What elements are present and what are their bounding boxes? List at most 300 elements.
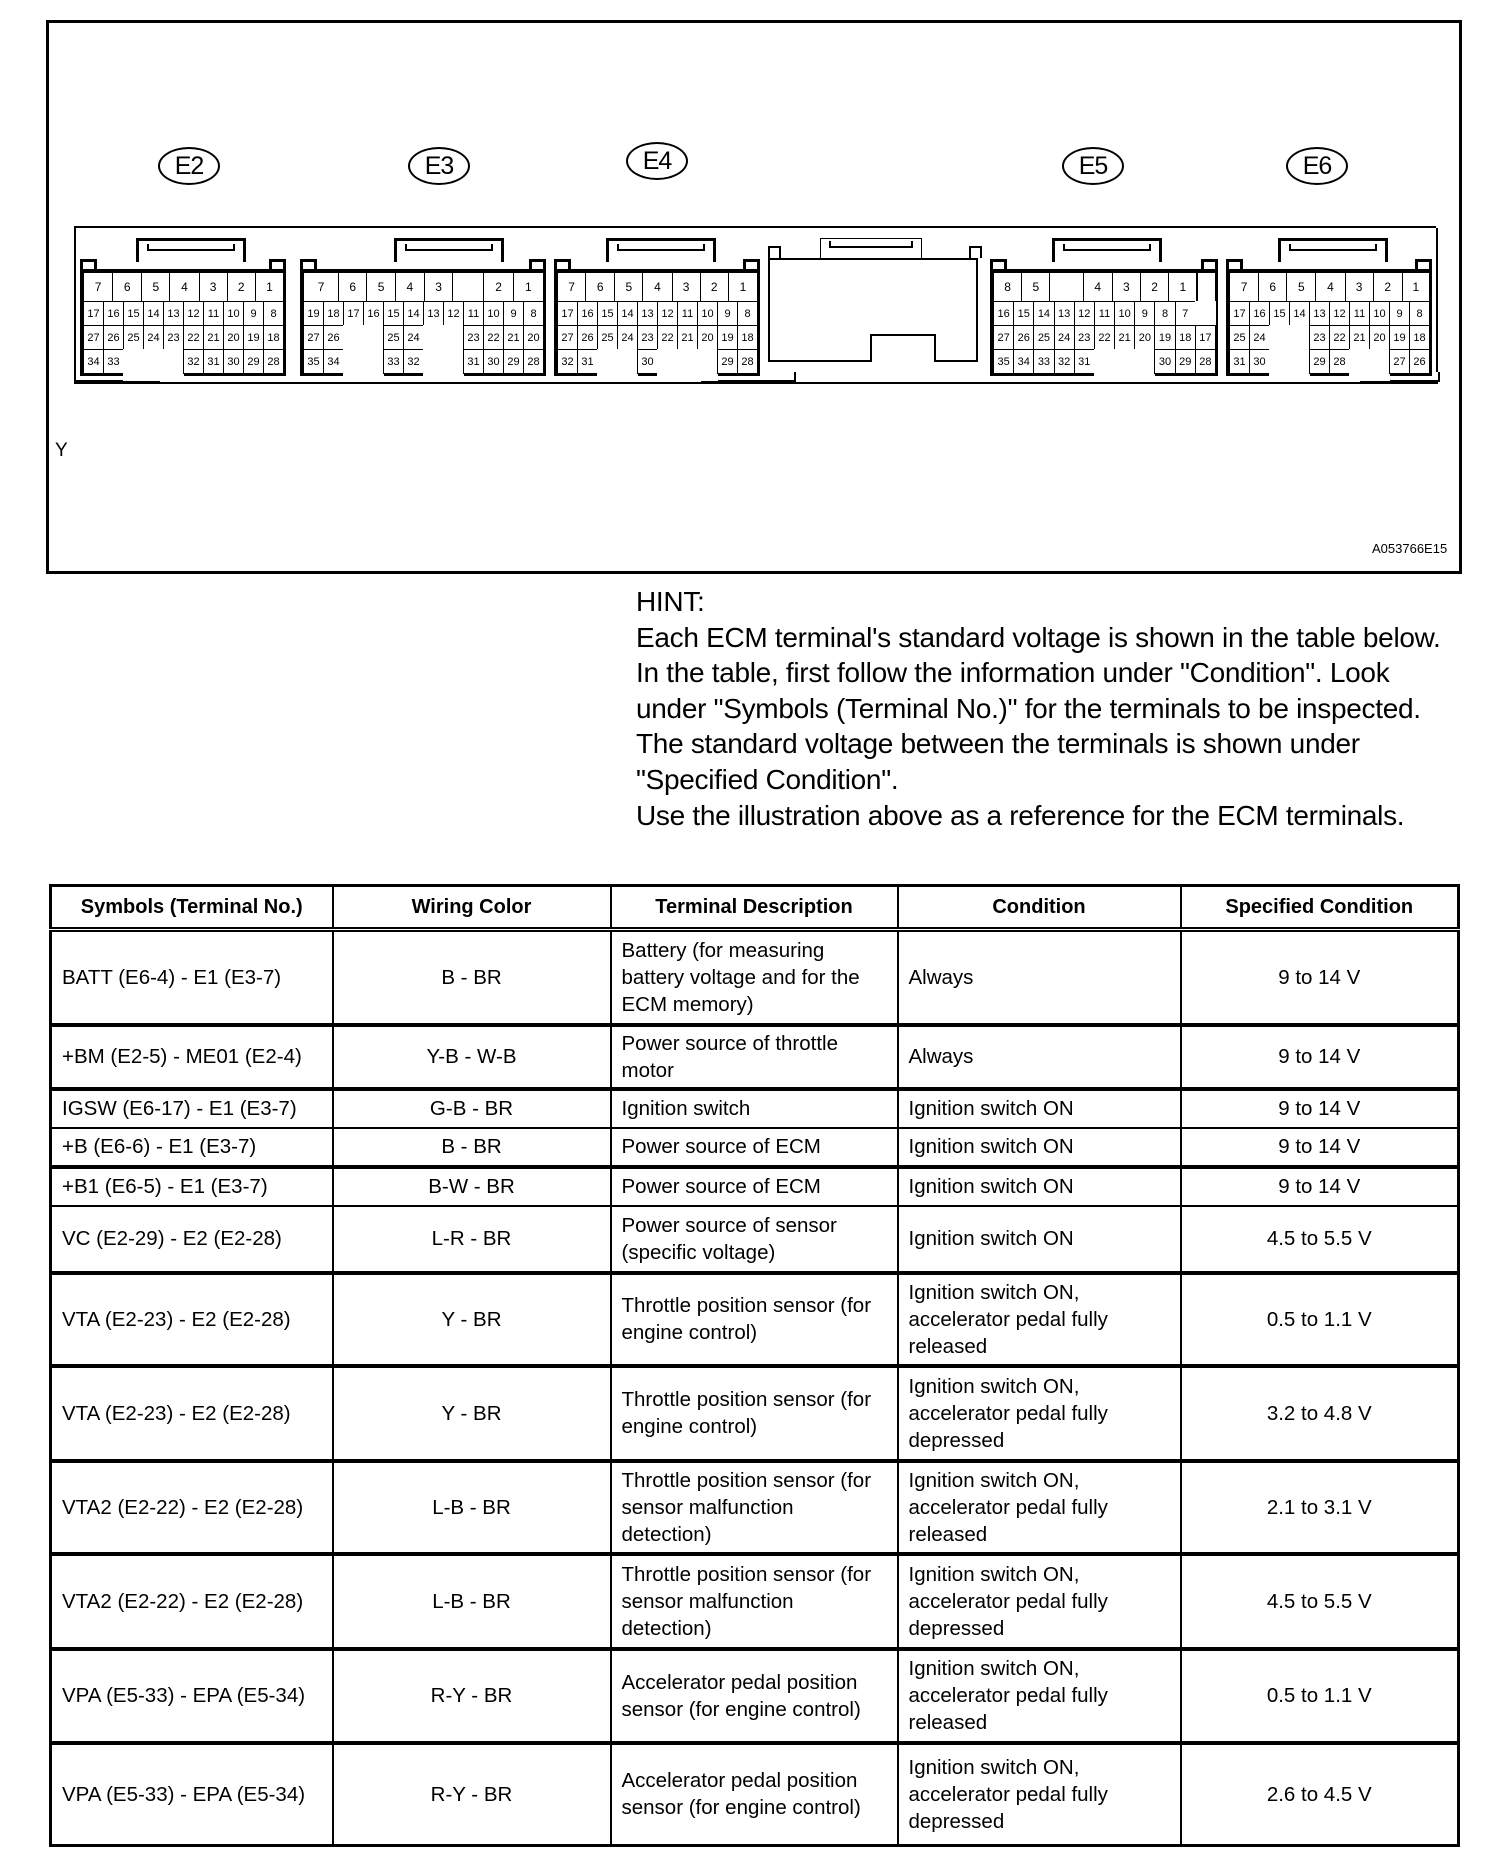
terminal-pin-e2-21: 21 [203,325,224,350]
terminal-pin-e3-10: 10 [483,301,504,326]
terminal-pin-e3-17: 17 [343,301,364,326]
terminal-pin-e6-7: 7 [1229,272,1259,302]
cell-condition: Ignition switch ON [898,1206,1181,1273]
terminal-pin-e2-29: 29 [243,349,264,374]
terminal-pin-e6-15: 15 [1269,301,1290,326]
header-wiring-color: Wiring Color [333,886,611,930]
terminal-pin-e2-17: 17 [83,301,104,326]
terminal-pin-e2-7: 7 [83,272,113,302]
cell-spec: 2.6 to 4.5 V [1181,1743,1459,1846]
terminal-pin-e4-1: 1 [728,272,758,302]
cell-symbols: +B (E6-6) - E1 (E3-7) [51,1128,333,1167]
terminal-pin-e5-20: 20 [1134,325,1155,350]
header-terminal-description: Terminal Description [611,886,898,930]
cell-wiring-color: B - BR [333,930,611,1025]
terminal-pin-e3-33: 33 [383,349,404,374]
empty-pin-cavity [443,349,464,381]
cell-description: Power source of sensor (specific voltage) [611,1206,898,1273]
terminal-pin-e2-14: 14 [143,301,164,326]
terminal-pin-e5-10: 10 [1114,301,1135,326]
terminal-pin-e4-15: 15 [597,301,618,326]
empty-pin-cavity [1289,325,1310,350]
cell-spec: 2.1 to 3.1 V [1181,1461,1459,1554]
empty-pin-cavity [123,349,144,381]
cell-condition: Ignition switch ON [898,1128,1181,1167]
cell-description: Power source of ECM [611,1128,898,1167]
terminal-pin-e4-21: 21 [677,325,698,350]
empty-pin-cavity [363,325,384,350]
terminal-pin-e5-9: 9 [1134,301,1155,326]
terminal-pin-e4-7: 7 [557,272,586,302]
empty-pin-cavity [423,325,444,350]
terminal-pin-e4-11: 11 [677,301,698,326]
cell-description: Throttle position sensor (for sensor malfunction detection) [611,1461,898,1554]
terminal-pin-e5-34: 34 [1013,349,1034,374]
terminal-pin-e2-28: 28 [263,349,284,374]
terminal-pin-e4-30: 30 [637,349,658,374]
cell-spec: 9 to 14 V [1181,930,1459,1025]
terminal-pin-e5-31: 31 [1074,349,1095,374]
terminal-pin-e3-1: 1 [513,272,544,302]
table-row [51,1743,1459,1846]
cell-condition: Ignition switch ON [898,1167,1181,1206]
cell-condition: Ignition switch ON, accelerator pedal fully released [898,1649,1181,1743]
terminal-pin-e4-25: 25 [597,325,618,350]
empty-pin-cavity [1195,301,1216,326]
empty-pin-cavity [1134,349,1155,381]
cell-symbols: VTA2 (E2-22) - E2 (E2-28) [51,1554,333,1649]
terminal-pin-e2-32: 32 [183,349,204,374]
terminal-pin-e5-32: 32 [1054,349,1075,374]
cell-spec: 4.5 to 5.5 V [1181,1206,1459,1273]
empty-pin-cavity [1049,272,1083,302]
cell-wiring-color: Y - BR [333,1273,611,1366]
cell-description: Throttle position sensor (for engine control) [611,1366,898,1461]
table-row [51,1461,1459,1554]
terminal-pin-e3-16: 16 [363,301,384,326]
terminal-pin-e2-3: 3 [199,272,228,302]
terminal-pin-e2-8: 8 [263,301,284,326]
terminal-pin-e2-12: 12 [183,301,204,326]
cell-description: Power source of throttle motor [611,1025,898,1089]
terminal-pin-e3-29: 29 [503,349,524,374]
cell-description: Accelerator pedal position sensor (for engine control) [611,1649,898,1743]
terminal-pin-e6-22: 22 [1329,325,1350,350]
cell-description: Throttle position sensor (for engine control) [611,1273,898,1366]
terminal-pin-e6-3: 3 [1345,272,1374,302]
cell-description: Throttle position sensor (for sensor malfunction detection) [611,1554,898,1649]
terminal-pin-e2-5: 5 [141,272,170,302]
table-row [51,1554,1459,1649]
terminal-pin-e5-14: 14 [1033,301,1054,326]
terminal-pin-e2-10: 10 [223,301,244,326]
cell-symbols: +BM (E2-5) - ME01 (E2-4) [51,1025,333,1089]
terminal-pin-e3-28: 28 [523,349,544,374]
terminal-pin-e4-3: 3 [672,272,701,302]
terminal-pin-e3-4: 4 [395,272,425,302]
terminal-pin-e6-9: 9 [1389,301,1410,326]
terminal-pin-e2-9: 9 [243,301,264,326]
cell-symbols: VTA (E2-23) - E2 (E2-28) [51,1273,333,1366]
terminal-pin-e6-25: 25 [1229,325,1250,350]
terminal-pin-e3-20: 20 [523,325,544,350]
terminal-pin-e2-2: 2 [227,272,256,302]
connector-label-e2: E2 [158,147,220,185]
empty-pin-cavity [1369,349,1390,381]
cell-spec: 0.5 to 1.1 V [1181,1649,1459,1743]
terminal-pin-e3-5: 5 [366,272,395,302]
figure-code: A053766E15 [1372,541,1448,556]
terminal-pin-e6-23: 23 [1309,325,1330,350]
terminal-pin-e6-19: 19 [1389,325,1410,350]
terminal-pin-e5-7: 7 [1175,301,1196,326]
terminal-pin-e6-31: 31 [1229,349,1250,374]
terminal-pin-e2-4: 4 [169,272,199,302]
terminal-pin-e4-13: 13 [637,301,658,326]
terminal-pin-e3-15: 15 [383,301,404,326]
terminal-pin-e2-20: 20 [223,325,244,350]
table-row [51,930,1459,1025]
empty-pin-cavity [597,349,618,381]
cell-wiring-color: G-B - BR [333,1089,611,1128]
terminal-pin-e5-5: 5 [1021,272,1050,302]
terminal-pin-e2-23: 23 [163,325,184,350]
terminal-pin-e6-10: 10 [1369,301,1390,326]
hint-block [636,584,1466,833]
latch-bar [617,244,705,251]
empty-pin-cavity [1269,325,1290,350]
cell-condition: Ignition switch ON, accelerator pedal fully depressed [898,1366,1181,1461]
terminal-pin-e3-30: 30 [483,349,504,374]
table-row [51,1649,1459,1743]
terminal-pin-e3-22: 22 [483,325,504,350]
terminal-pin-e3-3: 3 [424,272,453,302]
cell-wiring-color: L-B - BR [333,1554,611,1649]
terminal-pin-e6-29: 29 [1309,349,1330,374]
empty-pin-cavity [1349,349,1370,381]
connector-e2 [80,238,286,368]
cell-wiring-color: Y-B - W-B [333,1025,611,1089]
terminal-pin-e3-8: 8 [523,301,544,326]
cell-symbols: VPA (E5-33) - EPA (E5-34) [51,1649,333,1743]
cell-spec: 9 to 14 V [1181,1089,1459,1128]
cell-symbols: VPA (E5-33) - EPA (E5-34) [51,1743,333,1846]
terminal-pin-e4-8: 8 [737,301,758,326]
terminal-pin-e2-13: 13 [163,301,184,326]
empty-pin-cavity [1289,349,1310,381]
terminal-pin-e2-31: 31 [203,349,224,374]
cell-wiring-color: Y - BR [333,1366,611,1461]
terminal-pin-e6-20: 20 [1369,325,1390,350]
table-row [51,1128,1459,1167]
connector-label-e3: E3 [408,147,470,185]
blank-connector-slot [768,238,982,364]
terminal-pin-e2-24: 24 [143,325,164,350]
terminal-pin-e4-23: 23 [637,325,658,350]
terminal-pin-e3-23: 23 [463,325,484,350]
connector-e4 [554,238,760,368]
cell-condition: Ignition switch ON, accelerator pedal fully released [898,1273,1181,1366]
terminal-pin-e5-22: 22 [1094,325,1115,350]
terminal-pin-e4-5: 5 [614,272,643,302]
empty-pin-cavity [617,349,638,381]
terminal-pin-e3-31: 31 [463,349,484,374]
cell-wiring-color: B - BR [333,1128,611,1167]
terminal-pin-e2-11: 11 [203,301,224,326]
empty-pin-cavity [677,349,698,381]
cell-description: Ignition switch [611,1089,898,1128]
cell-description: Power source of ECM [611,1167,898,1206]
terminal-pin-e5-8: 8 [1154,301,1175,326]
terminal-pin-e6-16: 16 [1249,301,1270,326]
table-row [51,1025,1459,1089]
latch-bar [147,244,235,251]
connector-label-e4: E4 [626,142,688,180]
terminal-pin-e4-29: 29 [717,349,738,374]
terminal-pin-e4-6: 6 [585,272,615,302]
terminal-pin-e3-27: 27 [303,325,324,350]
terminal-pin-e6-13: 13 [1309,301,1330,326]
terminal-pin-e5-8: 8 [993,272,1022,302]
terminal-pin-e4-31: 31 [577,349,598,374]
terminal-pin-e5-11: 11 [1094,301,1115,326]
cell-description: Battery (for measuring battery voltage and for the ECM memory) [611,930,898,1025]
empty-pin-cavity [363,349,384,381]
terminal-pin-e6-21: 21 [1349,325,1370,350]
terminal-pin-e5-21: 21 [1114,325,1135,350]
cell-spec: 9 to 14 V [1181,1167,1459,1206]
terminal-pin-e3-13: 13 [423,301,444,326]
empty-pin-cavity [1197,272,1217,302]
terminal-pin-e3-9: 9 [503,301,524,326]
empty-pin-cavity [452,272,484,302]
terminal-pin-e4-2: 2 [700,272,729,302]
terminal-pin-e3-34: 34 [323,349,344,374]
terminal-pin-e5-13: 13 [1054,301,1075,326]
terminal-pin-e2-27: 27 [83,325,104,350]
terminal-pin-e6-2: 2 [1373,272,1403,302]
terminal-pin-e2-33: 33 [103,349,124,374]
cell-condition: Always [898,930,1181,1025]
terminal-pin-e2-1: 1 [255,272,284,302]
cell-symbols: IGSW (E6-17) - E1 (E3-7) [51,1089,333,1128]
terminal-pin-e4-20: 20 [697,325,718,350]
header-symbols: Symbols (Terminal No.) [51,886,333,930]
terminal-pin-e4-26: 26 [577,325,598,350]
cell-wiring-color: L-B - BR [333,1461,611,1554]
connector-e3 [300,238,546,368]
terminal-pin-e3-12: 12 [443,301,464,326]
table-row [51,1366,1459,1461]
terminal-pin-e4-9: 9 [717,301,738,326]
terminal-pin-e4-28: 28 [737,349,758,374]
terminal-pin-e2-22: 22 [183,325,204,350]
cell-wiring-color: R-Y - BR [333,1649,611,1743]
connector-e6 [1226,238,1432,368]
terminal-pin-e2-6: 6 [112,272,142,302]
terminal-pin-e2-26: 26 [103,325,124,350]
cell-condition: Ignition switch ON [898,1089,1181,1128]
terminal-pin-e5-3: 3 [1112,272,1141,302]
table-row [51,1206,1459,1273]
terminal-pin-e4-27: 27 [557,325,578,350]
header-specified-condition: Specified Condition [1181,886,1459,930]
terminal-pin-e3-24: 24 [403,325,424,350]
terminal-pin-e5-23: 23 [1074,325,1095,350]
cell-wiring-color: B-W - BR [333,1167,611,1206]
empty-pin-cavity [1094,349,1115,381]
connector-latch [394,238,504,262]
terminal-pin-e3-11: 11 [463,301,484,326]
terminal-pin-e4-32: 32 [557,349,578,374]
terminal-pin-e6-11: 11 [1349,301,1370,326]
terminal-pin-e5-29: 29 [1175,349,1196,374]
latch-bar [1289,244,1377,251]
cell-wiring-color: R-Y - BR [333,1743,611,1846]
empty-pin-cavity [163,349,184,381]
terminal-pin-e4-10: 10 [697,301,718,326]
cell-condition: Ignition switch ON, accelerator pedal fully depressed [898,1554,1181,1649]
terminal-pin-e3-6: 6 [338,272,367,302]
terminal-pin-e4-14: 14 [617,301,638,326]
empty-pin-cavity [343,325,364,350]
terminal-pin-e6-17: 17 [1229,301,1250,326]
terminal-pin-e5-15: 15 [1013,301,1034,326]
cell-symbols: VTA (E2-23) - E2 (E2-28) [51,1366,333,1461]
terminal-pin-e2-30: 30 [223,349,244,374]
terminal-pin-e5-33: 33 [1033,349,1054,374]
table-header-row [51,886,1459,930]
terminal-pin-e3-14: 14 [403,301,424,326]
terminal-pin-e5-26: 26 [1013,325,1034,350]
terminal-pin-e4-17: 17 [557,301,578,326]
terminal-pin-e4-4: 4 [642,272,672,302]
terminal-pin-e5-25: 25 [1033,325,1054,350]
terminal-pin-e5-27: 27 [993,325,1014,350]
empty-pin-cavity [443,325,464,350]
empty-pin-cavity [697,349,718,381]
terminal-pin-e3-25: 25 [383,325,404,350]
latch-bar [1063,244,1151,251]
connector-latch [136,238,246,262]
terminal-pin-e4-16: 16 [577,301,598,326]
terminal-pin-e6-1: 1 [1402,272,1430,302]
terminal-pin-e5-18: 18 [1175,325,1196,350]
terminal-pin-e6-5: 5 [1286,272,1316,302]
terminal-pin-e4-19: 19 [717,325,738,350]
empty-pin-cavity [1114,349,1135,381]
latch-bar [405,244,493,251]
cell-wiring-color: L-R - BR [333,1206,611,1273]
terminal-pin-e5-30: 30 [1154,349,1175,374]
terminal-voltage-table [49,884,1460,1847]
empty-pin-cavity [143,349,164,381]
terminal-pin-e6-12: 12 [1329,301,1350,326]
terminal-pin-e6-24: 24 [1249,325,1270,350]
cell-description: Accelerator pedal position sensor (for engine control) [611,1743,898,1846]
cell-symbols: +B1 (E6-5) - E1 (E3-7) [51,1167,333,1206]
terminal-pin-e5-35: 35 [993,349,1014,374]
terminal-pin-e5-17: 17 [1195,325,1216,350]
terminal-pin-e5-19: 19 [1154,325,1175,350]
table-row [51,1167,1459,1206]
terminal-pin-e2-25: 25 [123,325,144,350]
header-condition: Condition [898,886,1181,930]
cell-condition: Always [898,1025,1181,1089]
side-label-y: Y [55,440,68,461]
terminal-pin-e2-15: 15 [123,301,144,326]
terminal-pin-e6-27: 27 [1389,349,1410,374]
empty-pin-cavity [343,349,364,381]
terminal-pin-e3-21: 21 [503,325,524,350]
table-row [51,1089,1459,1128]
terminal-pin-e6-14: 14 [1289,301,1310,326]
cell-spec: 0.5 to 1.1 V [1181,1273,1459,1366]
terminal-pin-e4-22: 22 [657,325,678,350]
terminal-pin-e5-2: 2 [1140,272,1169,302]
terminal-pin-e3-32: 32 [403,349,424,374]
terminal-pin-e5-12: 12 [1074,301,1095,326]
terminal-pin-e3-26: 26 [323,325,344,350]
empty-pin-cavity [657,349,678,381]
terminal-pin-e6-4: 4 [1315,272,1345,302]
terminal-pin-e3-19: 19 [303,301,324,326]
terminal-pin-e5-1: 1 [1168,272,1197,302]
terminal-pin-e2-34: 34 [83,349,104,374]
terminal-pin-e3-35: 35 [303,349,324,374]
terminal-pin-e6-26: 26 [1409,349,1430,374]
terminal-pin-e3-2: 2 [483,272,513,302]
connector-label-e5: E5 [1062,147,1124,185]
cell-spec: 9 to 14 V [1181,1128,1459,1167]
cell-symbols: BATT (E6-4) - E1 (E3-7) [51,930,333,1025]
hint-paragraph-2: Use the illustration above as a reference for the ECM terminals. [636,799,1405,831]
cell-spec: 3.2 to 4.8 V [1181,1366,1459,1461]
terminal-pin-e6-30: 30 [1249,349,1270,374]
empty-pin-cavity [423,349,444,381]
terminal-pin-e4-24: 24 [617,325,638,350]
cell-condition: Ignition switch ON, accelerator pedal fully depressed [898,1743,1181,1846]
connector-latch [606,238,716,262]
empty-pin-cavity [1269,349,1290,381]
terminal-pin-e2-16: 16 [103,301,124,326]
connector-e5 [990,238,1218,368]
terminal-pin-e3-18: 18 [323,301,344,326]
cell-spec: 4.5 to 5.5 V [1181,1554,1459,1649]
connector-label-e6: E6 [1286,147,1348,185]
terminal-pin-e6-28: 28 [1329,349,1350,374]
terminal-pin-e4-18: 18 [737,325,758,350]
terminal-pin-e2-19: 19 [243,325,264,350]
cell-symbols: VTA2 (E2-22) - E2 (E2-28) [51,1461,333,1554]
terminal-pin-e5-16: 16 [993,301,1014,326]
terminal-pin-e6-6: 6 [1258,272,1287,302]
connector-latch [1278,238,1388,262]
terminal-pin-e2-18: 18 [263,325,284,350]
terminal-pin-e5-4: 4 [1083,272,1113,302]
terminal-pin-e6-18: 18 [1409,325,1430,350]
hint-paragraph-1: Each ECM terminal's standard voltage is shown in the table below. In the table, first follow the information under "Condition". Look under "Symbols (Terminal No.)" for the terminals to be inspected. The standard voltage between the terminals is shown under "Specified Condition". [636,621,1441,795]
table-row [51,1273,1459,1366]
cell-condition: Ignition switch ON, accelerator pedal fully released [898,1461,1181,1554]
connector-latch [1052,238,1162,262]
cell-symbols: VC (E2-29) - E2 (E2-28) [51,1206,333,1273]
terminal-pin-e4-12: 12 [657,301,678,326]
terminal-pin-e5-24: 24 [1054,325,1075,350]
hint-title: HINT: [636,586,705,617]
terminal-pin-e6-8: 8 [1409,301,1430,326]
cell-spec: 9 to 14 V [1181,1025,1459,1089]
